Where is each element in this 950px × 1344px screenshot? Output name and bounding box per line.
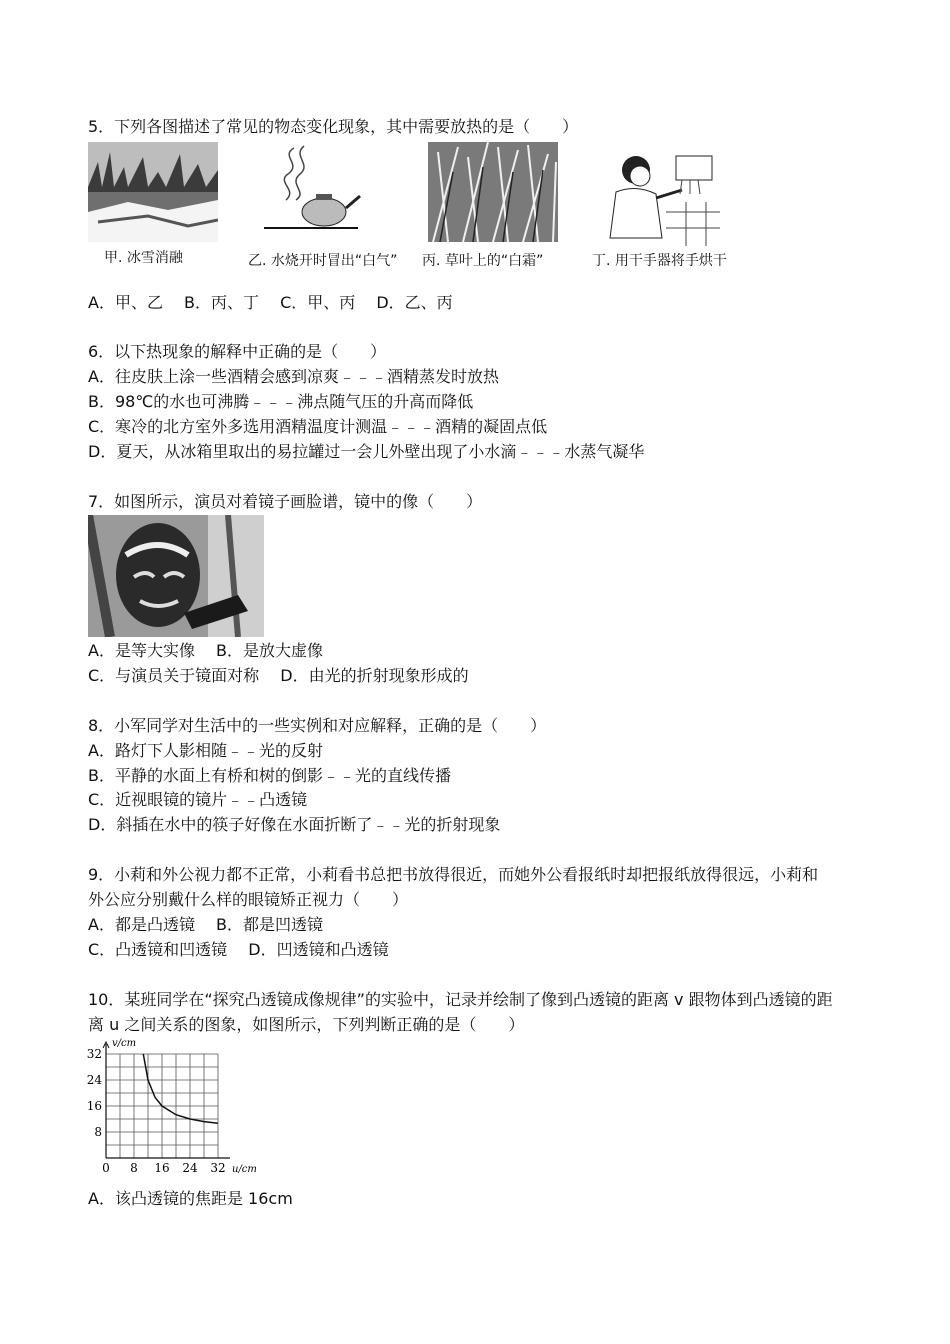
q9-stem-line1: 9．小莉和外公视力都不正常，小莉看书总把书放得很近，而她外公看报纸时却把报纸放得很远，小莉和 xyxy=(88,865,819,884)
caption-yi: 乙. 水烧开时冒出“白气” xyxy=(248,253,398,269)
q6-option-d: D．夏天，从冰箱里取出的易拉罐过一会儿外壁出现了小水滴﹣﹣﹣水蒸气凝华 xyxy=(88,442,645,461)
q7-options-row2: C．与演员关于镜面对称 D．由光的折射现象形成的 xyxy=(88,666,469,685)
mirror-face-painting-image xyxy=(88,515,264,637)
q7-stem: 7．如图所示，演员对着镜子画脸谱，镜中的像（ ） xyxy=(88,492,483,511)
q8-stem: 8．小军同学对生活中的一些实例和对应解释，正确的是（ ） xyxy=(88,716,547,735)
x-tick-label: 0 xyxy=(102,1161,110,1175)
q5-options: A．甲、乙 B．丙、丁 C．甲、丙 D．乙、丙 xyxy=(88,293,453,312)
q6-option-c: C．寒冷的北方室外多选用酒精温度计测温﹣﹣﹣酒精的凝固点低 xyxy=(88,417,548,436)
q8-option-b: B．平静的水面上有桥和树的倒影﹣﹣光的直线传播 xyxy=(88,766,451,785)
q10-stem-line1: 10．某班同学在“探究凸透镜成像规律”的实验中，记录并绘制了像到凸透镜的距离 v 跟物体到凸透镜的距 xyxy=(88,990,833,1009)
x-tick-label: 8 xyxy=(130,1161,138,1175)
kettle-steam-image xyxy=(258,142,366,238)
hand-dryer-image xyxy=(596,142,720,246)
y-tick-label: 8 xyxy=(94,1125,102,1139)
q7-options-row1: A．是等大实像 B．是放大虚像 xyxy=(88,641,324,660)
v-u-curve xyxy=(143,1054,218,1123)
q6-option-b: B．98℃的水也可沸腾﹣﹣﹣沸点随气压的升高而降低 xyxy=(88,392,474,411)
x-tick-labels xyxy=(102,1161,225,1175)
y-tick-label: 24 xyxy=(86,1073,102,1087)
ice-melting-image xyxy=(88,142,218,242)
caption-bing: 丙. 草叶上的“白霜” xyxy=(422,253,544,269)
q8-option-d: D．斜插在水中的筷子好像在水面折断了﹣﹣光的折射现象 xyxy=(88,815,501,834)
q5-stem: 5．下列各图描述了常见的物态变化现象，其中需要放热的是（ ） xyxy=(88,117,579,136)
q9-options-row1: A．都是凸透镜 B．都是凹透镜 xyxy=(88,915,324,934)
q8-option-a: A．路灯下人影相随﹣﹣光的反射 xyxy=(88,741,323,760)
frost-grass-image xyxy=(428,142,558,242)
y-tick-label: 32 xyxy=(86,1047,102,1061)
q9-options-row2: C．凸透镜和凹透镜 D．凹透镜和凸透镜 xyxy=(88,940,389,959)
caption-jia: 甲. 冰雪消融 xyxy=(104,250,183,266)
caption-ding: 丁. 用干手器将手烘干 xyxy=(592,253,727,269)
q6-stem: 6．以下热现象的解释中正确的是（ ） xyxy=(88,342,387,361)
x-tick-label: 32 xyxy=(210,1161,226,1175)
q10-stem-line2: 离 u 之间关系的图象，如图所示，下列判断正确的是（ ） xyxy=(88,1015,525,1034)
x-tick-label: 16 xyxy=(154,1161,170,1175)
y-tick-label: 16 xyxy=(86,1099,102,1113)
y-axis-label: v/cm xyxy=(112,1038,137,1049)
y-tick-labels xyxy=(87,1047,103,1139)
x-tick-label: 24 xyxy=(182,1161,198,1175)
x-axis-label: u/cm xyxy=(232,1164,257,1175)
graph-axes xyxy=(103,1042,230,1158)
v-u-graph xyxy=(84,1036,264,1176)
q9-stem-line2: 外公应分别戴什么样的眼镜矫正视力（ ） xyxy=(88,890,409,909)
q8-option-c: C．近视眼镜的镜片﹣﹣凸透镜 xyxy=(88,790,308,809)
q10-option-a: A．该凸透镜的焦距是 16cm xyxy=(88,1189,293,1208)
q6-option-a: A．往皮肤上涂一些酒精会感到凉爽﹣﹣﹣酒精蒸发时放热 xyxy=(88,367,499,386)
